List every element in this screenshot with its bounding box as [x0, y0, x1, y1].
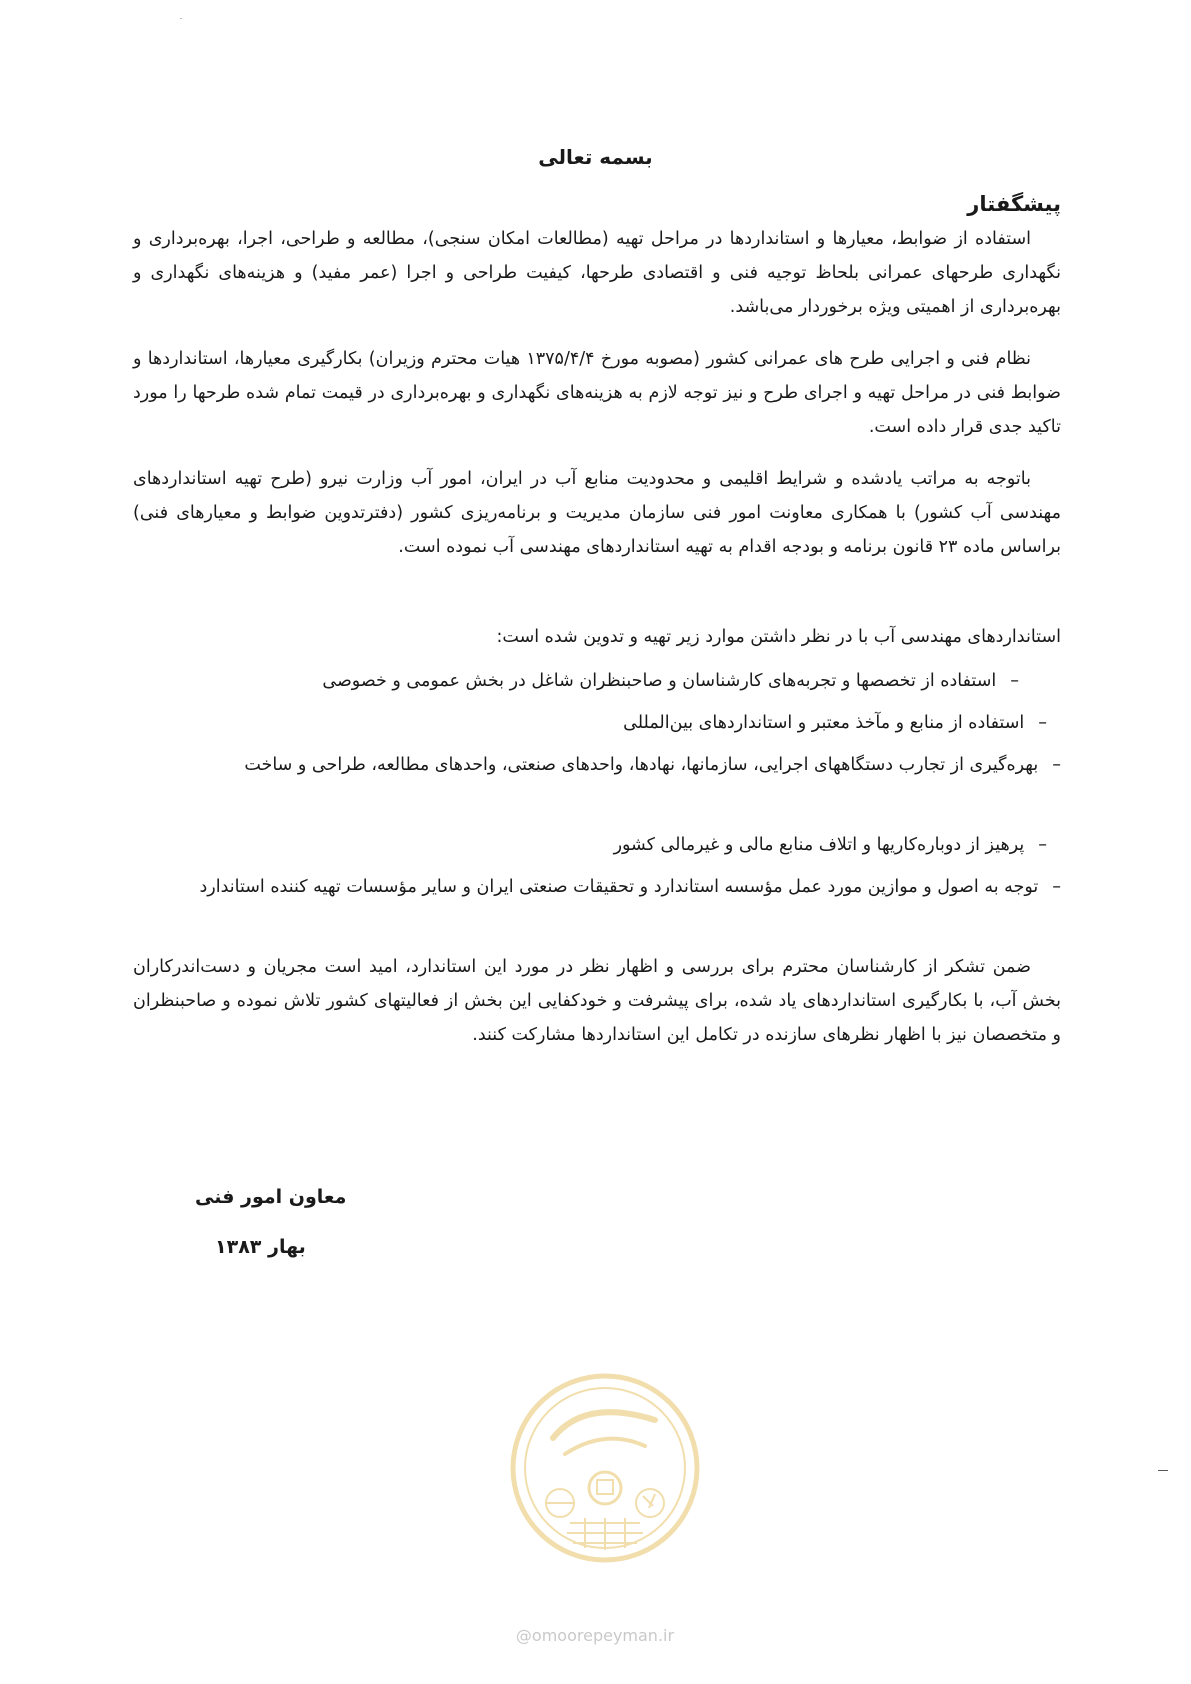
- paragraph-water-engineering: باتوجه به مراتب یادشده و شرایط اقلیمی و محدودیت منابع آب در ایران، امور آب وزارت نیرو (طرح تهیه استانداردهای مهندسی آب کشور) با همکاری معاونت امور فنی سازمان مدیریت و برنامه‌ریزی کشور (دفترتدوین ضوابط و معیارهای فنی) براساس ماده ۲۳ قانون برنامه و بودجه اقدام به تهیه استانداردهای مهندسی آب نموده است.: [133, 469, 1061, 557]
- list-item-text: استفاده از تخصصها و تجربه‌های کارشناسان و صاحبنظران شاغل در بخش عمومی و خصوصی: [322, 671, 997, 691]
- paragraph-standards-importance: استفاده از ضوابط، معیارها و استانداردها در مراحل تهیه (مطالعات امکان سنجی)، مطالعه و طراحی، اجرا، بهره‌برداری و نگهداری طرحهای عمرانی بلحاظ توجیه فنی و اقتصادی طرحها، کیفیت طراحی و اجرا (عمر مفید) و هزینه‌های نگهداری و بهره‌برداری از اهمیتی ویژه برخوردار می‌باشد.: [133, 229, 1061, 317]
- preface-title: پیشگفتار: [967, 192, 1061, 216]
- list-dash: –: [1038, 713, 1047, 733]
- watermark-url: @omoorepeyman.ir: [515, 1626, 675, 1645]
- list-item: [133, 706, 1061, 740]
- list-item: [133, 828, 1061, 862]
- list-item-text: بهره‌گیری از تجارب دستگاههای اجرایی، سازمانها، نهادها، واحدهای صنعتی، واحدهای مطالعه، طراحی و ساخت: [244, 755, 1039, 775]
- paragraph-closing: ضمن تشکر از کارشناسان محترم برای بررسی و اظهار نظر در مورد این استاندارد، امید است مجریان و دست‌اندرکاران بخش آب، با بکارگیری استانداردهای یاد شده، برای پیشرفت و خودکفایی این بخش از فعالیتهای کشور تلاش نموده و صاحبنظران و متخصصان نیز با اظهار نظرهای سازنده در تکامل این استانداردها مشارکت کنند.: [133, 957, 1061, 1045]
- scan-edge-mark: [1158, 1470, 1168, 1471]
- watermark-seal-icon: [505, 1368, 705, 1568]
- scan-speck: [180, 18, 182, 19]
- list-item-text: توجه به اصول و موازین مورد عمل مؤسسه استاندارد و تحقیقات صنعتی ایران و سایر مؤسسات تهیه کننده استاندارد: [199, 877, 1039, 897]
- list-item: [133, 664, 1061, 698]
- list-dash: –: [1010, 671, 1019, 691]
- signature-role: معاون امور فنی: [195, 1186, 347, 1208]
- basmala-heading: بسمه تعالی: [538, 145, 653, 169]
- paragraph-list-intro: استانداردهای مهندسی آب با در نظر داشتن موارد زیر تهیه و تدوین شده است:: [496, 627, 1061, 647]
- list-item-text: پرهیز از دوباره‌کاریها و اتلاف منابع مالی و غیرمالی کشور: [613, 835, 1025, 855]
- list-item-text: استفاده از منابع و مآخذ معتبر و استانداردهای بین‌المللی: [623, 713, 1025, 733]
- list-dash: –: [1052, 755, 1061, 775]
- paragraph-technical-system: نظام فنی و اجرایی طرح های عمرانی کشور (مصوبه مورخ ۱۳۷۵/۴/۴ هیات محترم وزیران) بکارگیری معیارها، استانداردها و ضوابط فنی در مراحل تهیه و اجرای طرح و نیز توجه لازم به هزینه‌های نگهداری و بهره‌برداری در قیمت تمام شده طرحها را مورد تاکید جدی قرار داده است.: [133, 349, 1061, 437]
- list-dash: –: [1052, 877, 1061, 897]
- list-dash: –: [1038, 835, 1047, 855]
- list-item: [133, 748, 1061, 782]
- list-item: [133, 870, 1061, 904]
- signature-date: بهار ۱۳۸۳: [215, 1236, 306, 1258]
